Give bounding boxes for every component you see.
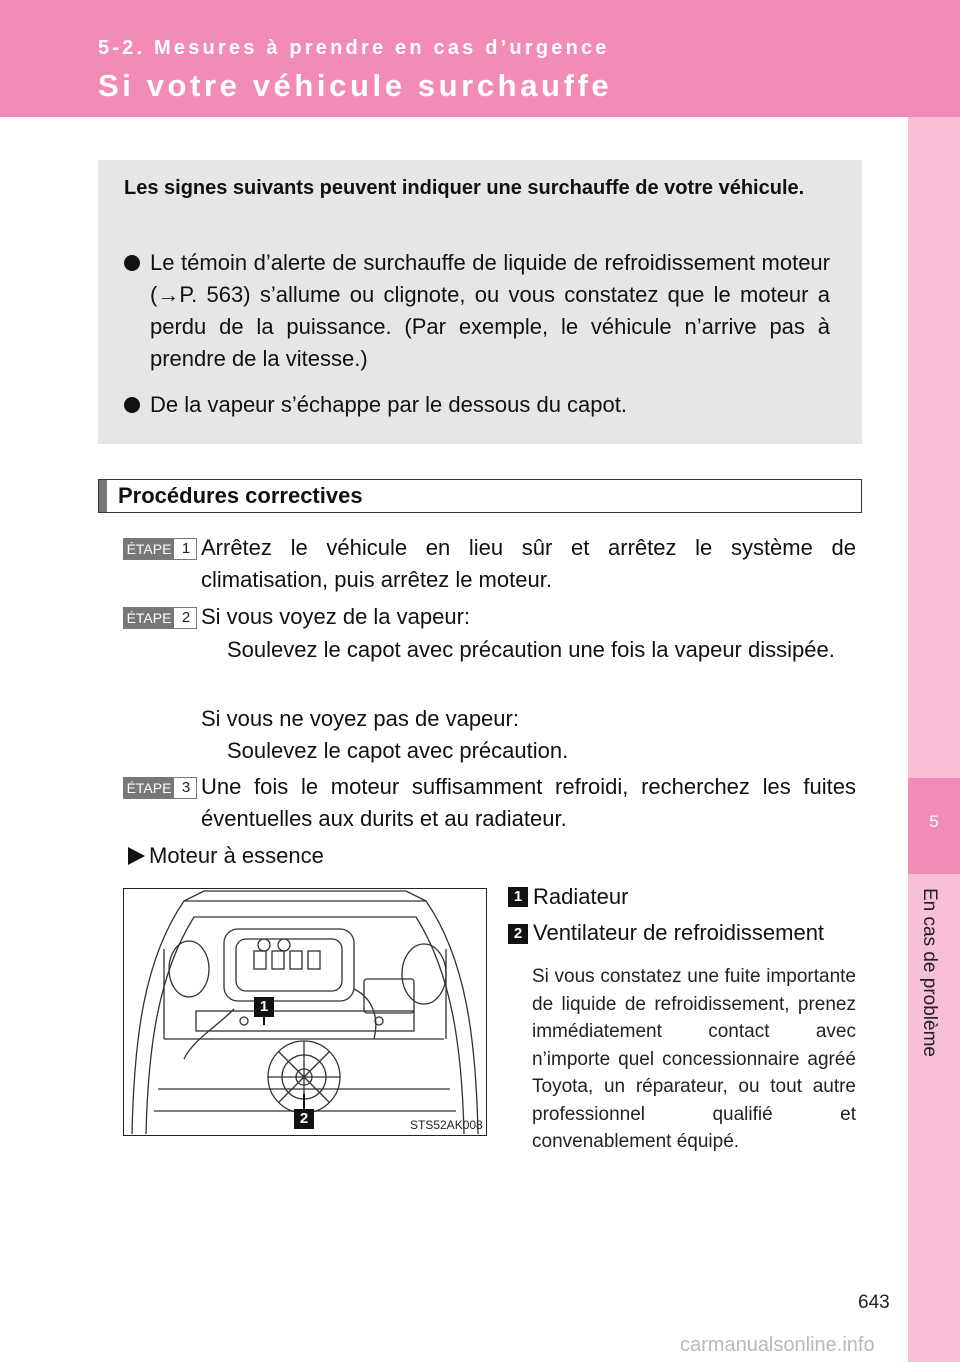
page-header	[0, 0, 960, 117]
engine-compartment-figure	[123, 888, 487, 1136]
step-2-condition-2: Si vous ne voyez pas de vapeur:	[201, 706, 519, 731]
legend-label-cooling-fan: Ventilateur de refroidissement	[533, 920, 825, 945]
step-word: ÉTAPE	[124, 778, 174, 798]
step-number: 3	[181, 779, 191, 796]
watermark: carmanualsonline.info	[680, 1334, 875, 1356]
warning-signs-intro: Les signes suivants peuvent indiquer une surchauffe de votre véhicule.	[124, 177, 805, 199]
figure-code: STS52AK008	[410, 1118, 483, 1132]
callout-2: 2	[294, 1109, 314, 1129]
procedure-title: Procédures correctives	[118, 483, 363, 508]
step-2-action-2: Soulevez le capot avec précaution.	[227, 738, 569, 763]
engine-bay-illustration	[124, 889, 486, 1135]
chapter-number: 5	[929, 812, 939, 831]
step-1-text: Arrêtez le véhicule en lieu sûr et arrêtez le système de climatisation, puis arrêtez le moteur.	[201, 535, 856, 592]
warning-sign-item	[124, 247, 830, 375]
heading-accent-bar	[99, 480, 107, 512]
page-title: Si votre véhicule surchauffe	[98, 68, 613, 103]
warning-sign-text: De la vapeur s’échappe par le dessous du capot.	[150, 392, 627, 417]
step-number: 2	[181, 609, 191, 626]
step-3-text: Une fois le moteur suffisamment refroidi, recherchez les fuites éventuelles aux durits et au radiateur.	[201, 774, 856, 831]
step-badge-3	[123, 777, 197, 799]
legend-label-radiator: Radiateur	[533, 884, 629, 909]
bullet-icon	[124, 397, 140, 413]
warning-sign-item	[124, 389, 830, 421]
step-word: ÉTAPE	[124, 539, 174, 559]
legend-badge-1: 1	[508, 887, 528, 907]
section-label: 5-2. Mesures à prendre en cas d’urgence	[98, 37, 610, 59]
page-number: 643	[858, 1292, 890, 1313]
leak-note: Si vous constatez une fuite importante de liquide de refroidissement, prenez immédiatement contact avec n’importe quel concessionnaire agréé Toyota, un réparateur, ou tout autre professionnel qualifié et convenablement équipé.	[532, 966, 856, 1152]
step-badge-2	[123, 607, 197, 629]
warning-sign-text: Le témoin d’alerte de surchauffe de liquide de refroidissement moteur (→P. 563) s’allume ou clignote, ou vous constatez que le moteur a perdu de la puissance. (Par exemple, le véhicule n’arrive pas à prendre de la vitesse.)	[150, 250, 830, 371]
engine-type-label: Moteur à essence	[149, 843, 324, 868]
callout-1: 1	[254, 997, 274, 1017]
legend-badge-2: 2	[508, 924, 528, 944]
step-2-action-1: Soulevez le capot avec précaution une fois la vapeur dissipée.	[227, 637, 835, 662]
bullet-icon	[124, 255, 140, 271]
procedure-heading	[98, 479, 862, 513]
step-number: 1	[181, 540, 191, 557]
step-badge-1	[123, 538, 197, 560]
chapter-title: En cas de problème	[919, 888, 940, 1057]
chapter-side-tab	[908, 117, 960, 1362]
arrow-right-icon	[128, 847, 145, 865]
step-2-condition-1: Si vous voyez de la vapeur:	[201, 604, 471, 629]
step-word: ÉTAPE	[124, 608, 174, 628]
